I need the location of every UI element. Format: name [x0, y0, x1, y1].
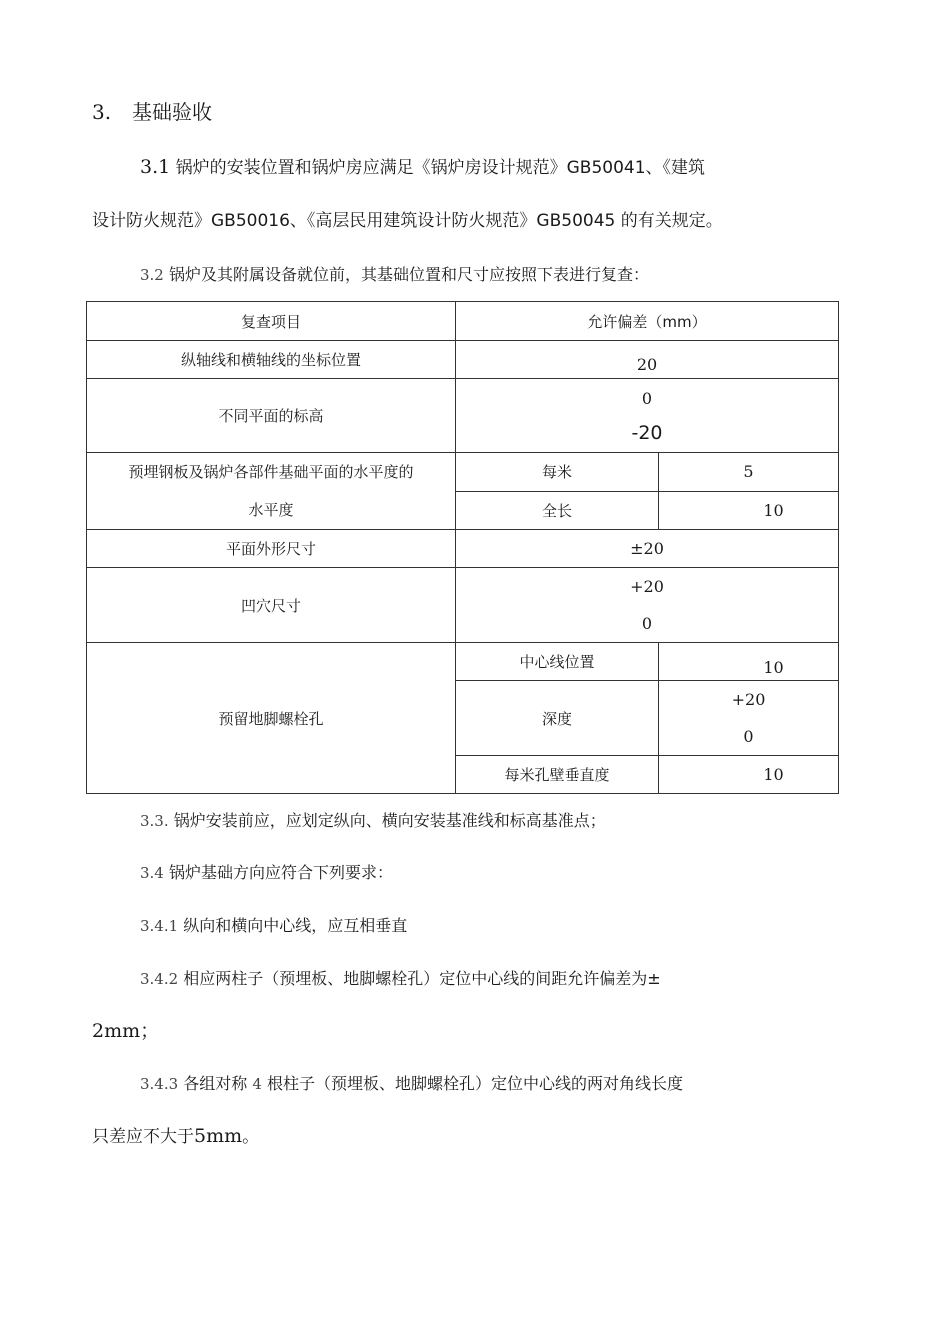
clause-number: 3.1 [140, 156, 171, 178]
sub-label: 深度 [456, 681, 659, 756]
header-item: 复查项目 [87, 302, 456, 341]
clause-cont-a: 只差应不大于 [92, 1127, 194, 1147]
clause-text-a: 各组对称 [183, 1074, 248, 1093]
clause-number: 3.3. [140, 812, 169, 830]
value-top: +20 [630, 577, 664, 596]
paragraph-3-4-2-line1 [140, 966, 661, 989]
clause-text: 相应两柱子（预埋板、地脚螺栓孔）定位中心线的间距允许偏差为± [183, 969, 661, 988]
value-bottom: -20 [631, 421, 663, 444]
clause-count: 4 [252, 1075, 262, 1093]
paragraph-3-1-line1 [140, 153, 705, 178]
clause-text: 锅炉及其附属设备就位前，其基础位置和尺寸应按照下表进行复查： [168, 265, 649, 284]
row-label [87, 453, 456, 530]
paragraph-3-4-3-line2 [92, 1122, 259, 1147]
row-label: 预留地脚螺栓孔 [87, 643, 456, 794]
paragraph-3-4-3-line1 [140, 1071, 683, 1094]
row-label: 凹穴尺寸 [87, 568, 456, 643]
header-tolerance: 允许偏差（mm） [456, 302, 839, 341]
paragraph-3-4 [140, 860, 393, 883]
section-title: 基础验收 [132, 100, 212, 124]
table-header-row [87, 302, 839, 341]
value-bottom: 0 [641, 614, 653, 633]
clause-number: 3.4.3 [140, 1075, 179, 1093]
value-top: +20 [731, 690, 766, 709]
row-value [456, 379, 839, 453]
sub-value: 10 [659, 643, 839, 681]
sub-label: 中心线位置 [456, 643, 659, 681]
row-label-line2: 水平度 [248, 501, 294, 519]
table-row-axis [87, 341, 839, 379]
paragraph-3-3 [140, 808, 606, 831]
row-label: 不同平面的标高 [87, 379, 456, 453]
sub-label: 全长 [456, 491, 659, 530]
clause-text-b: 根柱子（预埋板、地脚螺栓孔）定位中心线的两对角线长度 [267, 1074, 684, 1093]
row-value [456, 568, 839, 643]
clause-number: 3.4.2 [140, 970, 179, 988]
table-row-bolt-center [87, 643, 839, 681]
sub-value: 10 [659, 491, 839, 530]
sub-value: 5 [659, 453, 839, 492]
paragraph-3-1-line2: 设计防火规范》GB50016、《高层民用建筑设计防火规范》GB50045 的有关规定。 [92, 211, 723, 231]
sub-label: 每米孔壁垂直度 [456, 756, 659, 794]
sub-label: 每米 [456, 453, 659, 492]
row-value: 20 [456, 341, 839, 379]
foundation-check-table [86, 301, 839, 794]
section-number: 3. [92, 100, 112, 124]
table-row-outline [87, 530, 839, 568]
sub-value [659, 681, 839, 756]
clause-number: 3.4 [140, 864, 164, 882]
clause-cont-num: 5mm [194, 1125, 243, 1147]
clause-cont-b: 。 [242, 1127, 260, 1147]
value-bottom: 0 [743, 727, 754, 746]
clause-text: 锅炉的安装位置和锅炉房应满足《锅炉房设计规范》GB50041、《建筑 [175, 158, 706, 178]
value-top: 0 [641, 388, 653, 408]
table-row-elevation [87, 379, 839, 453]
clause-number: 3.2 [140, 266, 164, 284]
table-row-level-per-meter [87, 453, 839, 492]
row-label-line1: 预埋钢板及锅炉各部件基础平面的水平度的 [128, 463, 414, 481]
row-label: 纵轴线和横轴线的坐标位置 [87, 341, 456, 379]
clause-text: 锅炉基础方向应符合下列要求： [168, 863, 393, 882]
row-value: ±20 [456, 530, 839, 568]
table-row-pit [87, 568, 839, 643]
paragraph-3-4-2-line2: 2mm； [92, 1020, 160, 1042]
sub-value: 10 [659, 756, 839, 794]
row-label: 平面外形尺寸 [87, 530, 456, 568]
clause-text: 锅炉安装前应，应划定纵向、横向安装基准线和标高基准点； [173, 811, 606, 830]
section-heading [92, 96, 212, 125]
paragraph-3-2 [140, 262, 649, 285]
clause-text: 纵向和横向中心线，应互相垂直 [183, 916, 408, 935]
paragraph-3-4-1 [140, 913, 407, 936]
clause-number: 3.4.1 [140, 917, 179, 935]
